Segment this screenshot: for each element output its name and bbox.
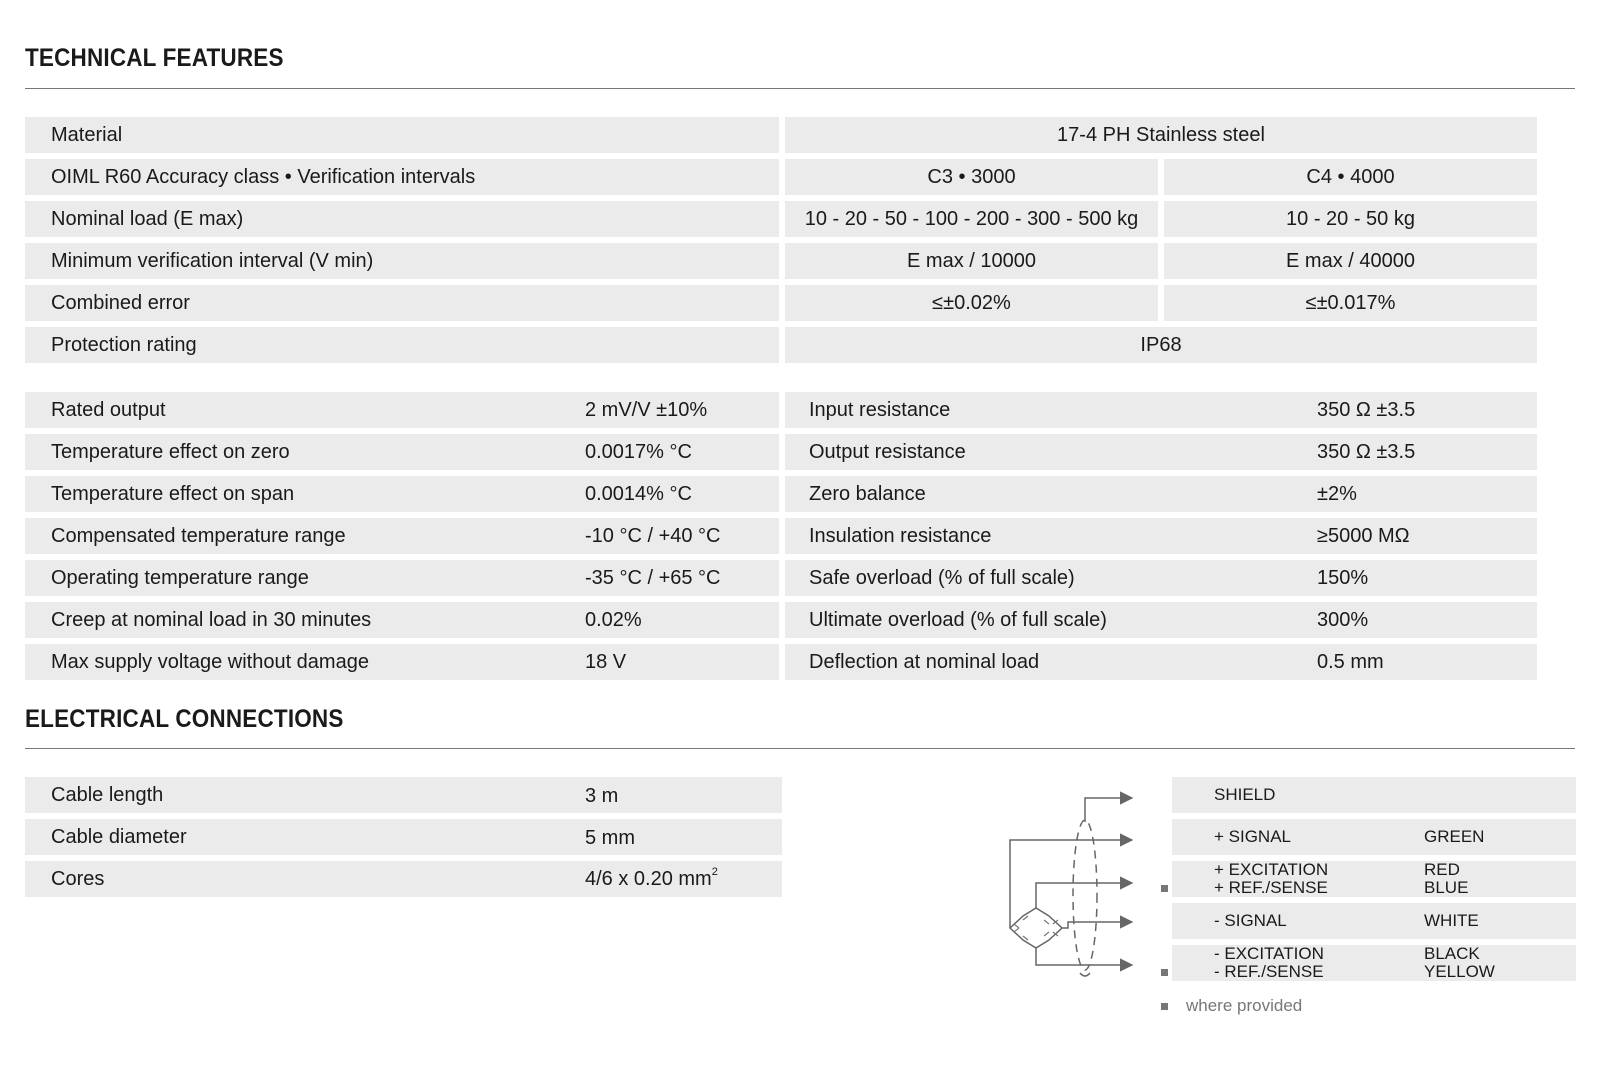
electrical-divider	[25, 748, 1575, 749]
cores-unit-superscript: 2	[711, 866, 718, 878]
spec-value: 350 Ω ±3.5	[1317, 441, 1416, 463]
spec-label: Zero balance	[809, 482, 926, 505]
cores-value: 4/6 x 0.20 mm	[585, 868, 712, 890]
wire-color: YELLOW	[1424, 962, 1495, 981]
cable-row	[25, 819, 782, 855]
spec-value-accuracy-c4: C4 • 4000	[1164, 159, 1537, 195]
wiring-diagram	[1000, 780, 1170, 1000]
spec-label: Safe overload (% of full scale)	[809, 566, 1075, 589]
wire-signal: + SIGNAL	[1214, 827, 1292, 846]
spec-value: 2 mV/V ±10%	[585, 399, 708, 421]
spec-value-combined-error-c3: ≤±0.02%	[785, 285, 1158, 321]
spec-value-combined-error-c4: ≤±0.017%	[1164, 285, 1537, 321]
spec-row	[785, 602, 1537, 638]
technical-divider	[25, 88, 1575, 89]
wire-color: BLUE	[1424, 878, 1469, 897]
wire-signal: - EXCITATION	[1214, 944, 1324, 963]
wire-row-shield	[1172, 777, 1576, 813]
cable-label: Cores	[51, 867, 105, 890]
cable-value	[585, 868, 718, 891]
spec-value-nominal-load-c3: 10 - 20 - 50 - 100 - 200 - 300 - 500 kg	[785, 201, 1158, 237]
spec-value: ±2%	[1317, 483, 1357, 505]
spec-row	[785, 644, 1537, 680]
technical-features-title: TECHNICAL FEATURES	[25, 44, 284, 72]
spec-label-combined-error: Combined error	[25, 285, 779, 321]
spec-label: Creep at nominal load in 30 minutes	[51, 608, 372, 631]
spec-value: ≥5000 MΩ	[1317, 525, 1410, 547]
spec-row	[25, 602, 779, 638]
spec-row	[785, 434, 1537, 470]
spec-label-protection: Protection rating	[25, 327, 779, 363]
spec-label: Insulation resistance	[809, 524, 992, 547]
spec-row	[785, 392, 1537, 428]
spec-label: Input resistance	[809, 398, 951, 421]
cable-label: Cable length	[51, 783, 164, 806]
spec-row	[785, 560, 1537, 596]
where-provided-marker-icon	[1161, 969, 1168, 976]
footnote-marker-icon	[1161, 1003, 1168, 1010]
spec-value: 150%	[1317, 567, 1369, 589]
wire-color: RED	[1424, 860, 1460, 879]
cable-label: Cable diameter	[51, 825, 187, 848]
spec-value: 18 V	[585, 651, 627, 673]
spec-value: -35 °C / +65 °C	[585, 567, 721, 589]
cable-row	[25, 777, 782, 813]
wire-row-plus-signal	[1172, 819, 1576, 855]
wire-signal: + REF./SENSE	[1214, 878, 1328, 897]
spec-label: Compensated temperature range	[51, 524, 346, 547]
spec-value: 0.5 mm	[1317, 651, 1384, 673]
wire-signal: + EXCITATION	[1214, 860, 1329, 879]
spec-value: 350 Ω ±3.5	[1317, 399, 1416, 421]
wire-color: BLACK	[1424, 944, 1480, 963]
spec-label: Deflection at nominal load	[809, 650, 1040, 673]
wire-color: GREEN	[1424, 827, 1485, 846]
spec-value: 0.0014% °C	[585, 483, 692, 505]
wire-signal: SHIELD	[1214, 785, 1276, 804]
wire-signal: - SIGNAL	[1214, 911, 1287, 930]
spec-label-material: Material	[25, 117, 779, 153]
electrical-connections-title: ELECTRICAL CONNECTIONS	[25, 705, 344, 733]
cable-value: 5 mm	[585, 827, 635, 849]
spec-row	[785, 518, 1537, 554]
spec-label: Max supply voltage without damage	[51, 650, 369, 673]
spec-value-vmin-c3: E max / 10000	[785, 243, 1158, 279]
where-provided-marker-icon	[1161, 885, 1168, 892]
spec-value: 0.02%	[585, 609, 642, 631]
spec-row	[25, 644, 779, 680]
spec-label: Ultimate overload (% of full scale)	[809, 608, 1107, 631]
spec-value-accuracy-c3: C3 • 3000	[785, 159, 1158, 195]
spec-value-material: 17-4 PH Stainless steel	[785, 117, 1537, 153]
cable-value: 3 m	[585, 785, 619, 807]
spec-label-nominal-load: Nominal load (E max)	[25, 201, 779, 237]
spec-value: 0.0017% °C	[585, 441, 692, 463]
wire-signal: - REF./SENSE	[1214, 962, 1324, 981]
spec-value-vmin-c4: E max / 40000	[1164, 243, 1537, 279]
spec-label: Operating temperature range	[51, 566, 309, 589]
spec-value: -10 °C / +40 °C	[585, 525, 721, 547]
footnote-text: where provided	[1186, 996, 1303, 1015]
spec-label: Rated output	[51, 398, 166, 421]
spec-value-nominal-load-c4: 10 - 20 - 50 kg	[1164, 201, 1537, 237]
spec-label-vmin: Minimum verification interval (V min)	[25, 243, 779, 279]
wire-row-minus-excitation	[1172, 945, 1576, 981]
spec-label-accuracy-class: OIML R60 Accuracy class • Verification intervals	[25, 159, 779, 195]
spec-value: 300%	[1317, 609, 1369, 631]
spec-label: Output resistance	[809, 440, 966, 463]
spec-label: Temperature effect on span	[51, 482, 295, 505]
wire-color: WHITE	[1424, 911, 1479, 930]
wire-row-plus-excitation	[1172, 861, 1576, 897]
spec-label: Temperature effect on zero	[51, 440, 290, 463]
spec-row	[785, 476, 1537, 512]
spec-value-protection: IP68	[785, 327, 1537, 363]
wire-row-minus-signal	[1172, 903, 1576, 939]
